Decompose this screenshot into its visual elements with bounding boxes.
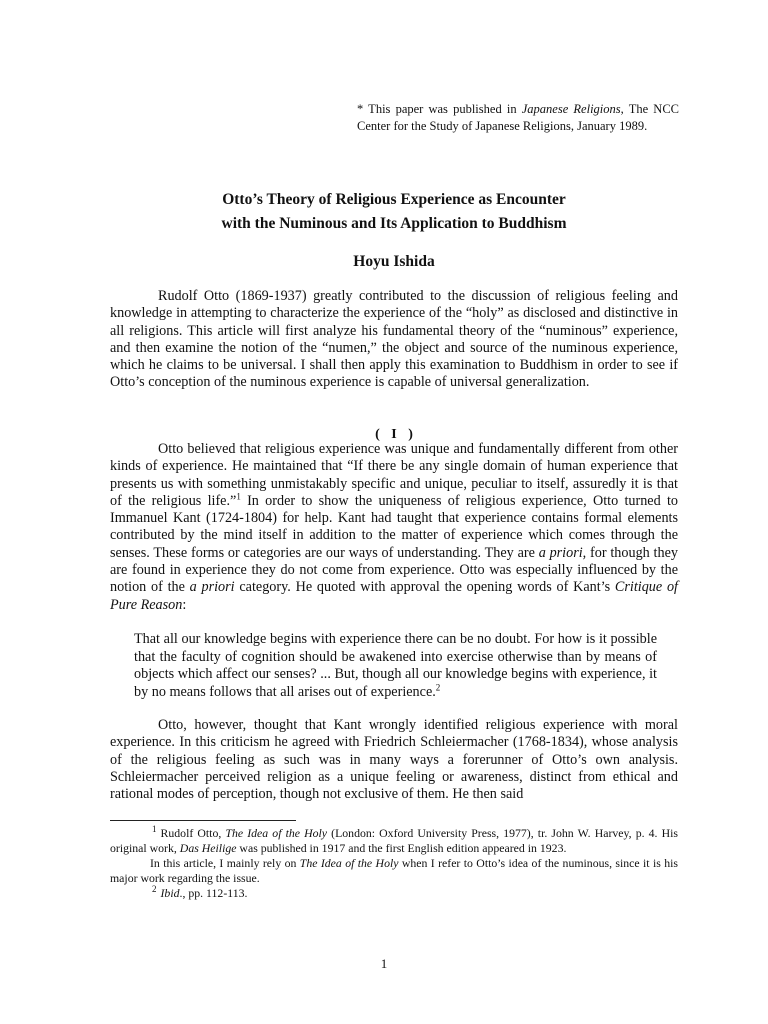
footnote-1-part1: Rudolf Otto, — [160, 826, 226, 840]
paragraph-kant-part1: Otto believed that religious experience was unique and fundamentally different from other kinds of experience. He maintained that “If there be any single domain of human experience that presents us with something unmistakably specific and unique, peculiar to itself, assuredly it is that of the religious life.” — [110, 441, 678, 509]
block-quote — [134, 631, 657, 701]
footnote-divider — [110, 820, 296, 821]
footnote-2 — [110, 886, 678, 901]
journal-name: Japanese Religions — [521, 102, 621, 116]
paragraph-schleiermacher: Otto, however, thought that Kant wrongly identified religious experience with moral experience. In this criticism he agreed with Friedrich Schleiermacher (1768-1834), whose analysis of the religious feeling as such was in many ways a forerunner of Otto’s own analysis. Schleiermacher perceived religion as a unique feeling or awareness, distinct from ethical and rational modes of perception, though not exclusive of them. He then said — [110, 717, 678, 803]
page-number: 1 — [380, 956, 388, 971]
footnote-2-mark: 2 — [152, 884, 157, 895]
title-line-1: Otto’s Theory of Religious Experience as Encounter — [222, 191, 566, 208]
footnote-1-book: The Idea of the Holy — [225, 826, 328, 840]
block-quote-text: That all our knowledge begins with experience there can be no doubt. For how is it possible that the faculty of cognition should be awakened into exercise otherwise than by means of objects which affect our senses? ... But, though all our knowledge begins with experience, it by no means follows that all arises out of experience. — [134, 631, 657, 700]
publication-note-suffix: , The NCC Center for the Study of Japanese Religions, January 1989. — [357, 102, 679, 133]
footnote-1 — [110, 826, 678, 856]
title-line-2: with the Numinous and Its Application to Buddhism — [221, 215, 567, 232]
section-heading: ( I ) — [375, 427, 413, 442]
footnote-1-continuation — [110, 856, 678, 886]
author-name: Hoyu Ishida — [353, 253, 435, 270]
footnote-ref-2[interactable]: 2 — [435, 681, 441, 692]
paragraph-kant-part3: for though they are found in experience they do not come from experience. Otto was especially influenced by the notion of the — [110, 544, 678, 596]
footnote-2-ibid: Ibid — [160, 886, 180, 900]
paragraph-introduction: Rudolf Otto (1869-1937) greatly contributed to the discussion of religious feeling and knowledge in attempting to characterize the experience of the “holy” as disclosed and distinctive in all religions. This article will first analyze his fundamental theory of the “numinous” experience, and then examine the notion of the “numen,” the object and source of the numinous experience, which he claims to be universal. I shall then apply this examination to Buddhism in order to see if Otto’s conception of the numinous experience is capable of universal generalization. — [110, 288, 678, 391]
publication-note-prefix: * This paper was published in — [357, 102, 522, 116]
footnote-1-part3: was published in 1917 and the first English edition appeared in 1923. — [236, 841, 567, 855]
footnote-1-cont-book: The Idea of the Holy — [299, 856, 399, 870]
critique-title: Critique of Pure Reason — [110, 579, 678, 613]
paragraph-kant — [110, 441, 678, 614]
paragraph-kant-part2: In order to show the uniqueness of religious experience, Otto turned to Immanuel Kant (1724-1804) for help. Kant had taught that experience contains formal elements contributed by the mind itself in addition to the matter of experience which comes through the senses. These forms or categories are our ways of understanding. They are — [110, 492, 678, 561]
a-priori-term: a priori, — [538, 544, 587, 561]
footnote-1-cont-part1: In this article, I mainly rely on — [150, 856, 300, 870]
paper-title — [110, 188, 678, 236]
footnotes — [110, 826, 678, 901]
a-priori-term: a priori — [189, 579, 235, 596]
footnote-2-rest: ., pp. 112-113. — [179, 886, 248, 900]
paragraph-kant-part4: category. He quoted with approval the opening words of Kant’s — [234, 579, 615, 596]
footnote-1-part2: (London: Oxford University Press, 1977), tr. John W. Harvey, p. 4. His original work, — [110, 826, 678, 855]
paragraph-kant-part5: : — [182, 596, 187, 613]
footnote-1-original: Das Heilige — [179, 841, 237, 855]
footnote-1-cont-part2: when I refer to Otto’s idea of the numinous, since it is his major work regarding the issue. — [110, 856, 678, 885]
publication-note — [357, 101, 679, 135]
footnote-ref-1[interactable]: 1 — [236, 491, 241, 502]
footnote-1-mark: 1 — [152, 824, 157, 835]
